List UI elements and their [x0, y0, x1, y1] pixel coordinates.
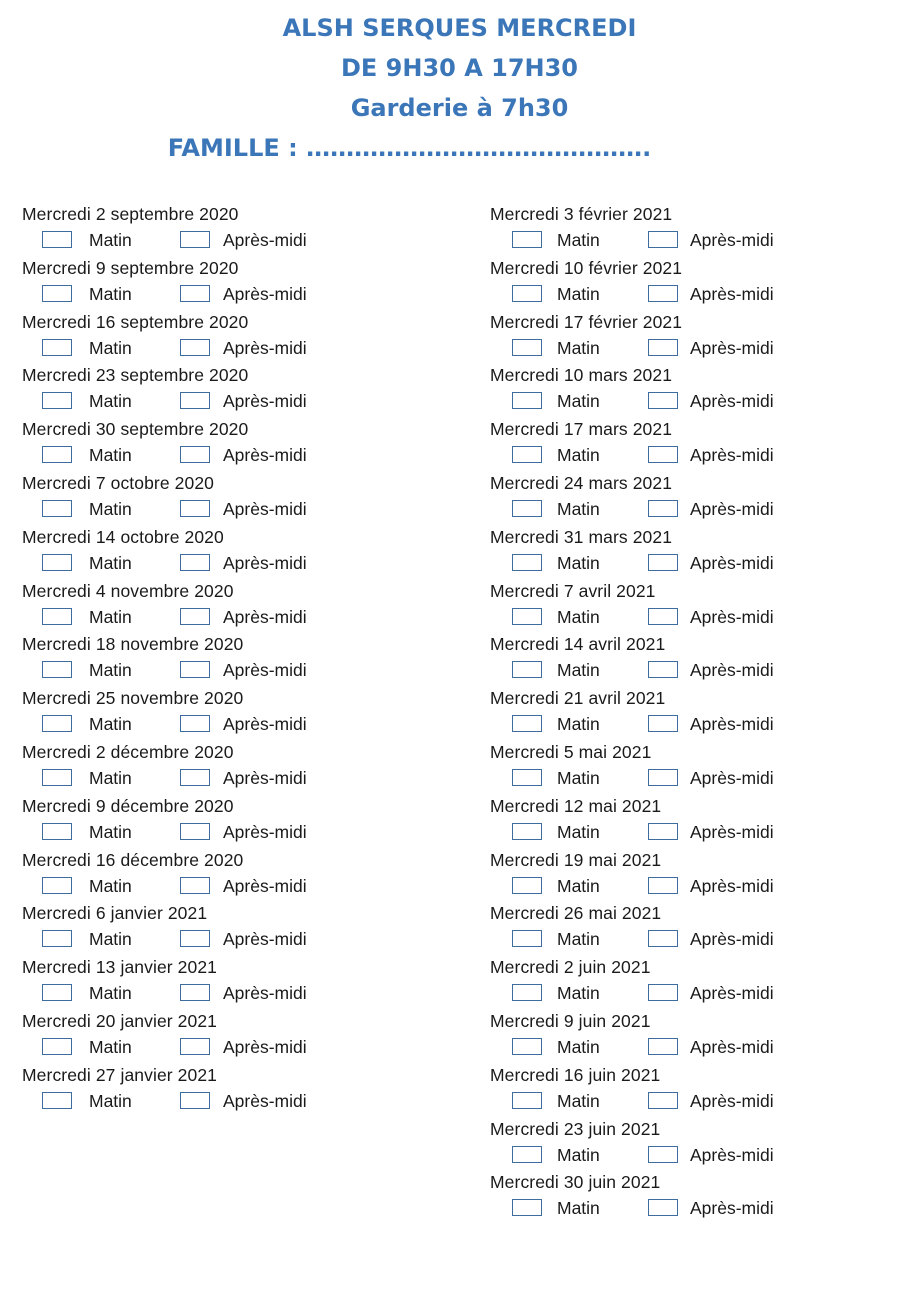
apres-midi-checkbox[interactable] — [180, 661, 210, 678]
apres-midi-checkbox[interactable] — [180, 823, 210, 840]
matin-label: Matin — [89, 767, 132, 788]
date-label: Mercredi 17 février 2021 — [490, 311, 683, 332]
date-entry — [490, 256, 910, 310]
matin-label: Matin — [557, 283, 600, 304]
apres-midi-checkbox[interactable] — [180, 877, 210, 894]
session-options — [490, 227, 910, 255]
matin-label: Matin — [89, 337, 132, 358]
session-options — [490, 1195, 910, 1223]
date-entry — [490, 525, 910, 579]
matin-checkbox[interactable] — [42, 823, 72, 840]
date-entry — [22, 471, 442, 525]
apres-midi-checkbox[interactable] — [180, 1092, 210, 1109]
apres-midi-checkbox[interactable] — [648, 769, 678, 786]
matin-checkbox[interactable] — [512, 1092, 542, 1109]
matin-label: Matin — [89, 875, 132, 896]
date-label: Mercredi 25 novembre 2020 — [22, 688, 244, 709]
date-entry — [22, 525, 442, 579]
matin-label: Matin — [557, 391, 600, 412]
date-label: Mercredi 24 mars 2021 — [490, 472, 673, 493]
apres-midi-checkbox[interactable] — [648, 554, 678, 571]
session-options — [22, 496, 442, 524]
apres-midi-label: Après-midi — [223, 498, 307, 519]
apres-midi-label: Après-midi — [690, 1198, 774, 1219]
apres-midi-label: Après-midi — [223, 606, 307, 627]
matin-label: Matin — [557, 445, 600, 466]
session-options — [22, 335, 442, 363]
session-options — [490, 442, 910, 470]
matin-checkbox[interactable] — [512, 715, 542, 732]
apres-midi-checkbox[interactable] — [648, 392, 678, 409]
matin-checkbox[interactable] — [512, 392, 542, 409]
matin-label: Matin — [557, 552, 600, 573]
session-options — [490, 926, 910, 954]
session-options — [22, 873, 442, 901]
matin-label: Matin — [557, 498, 600, 519]
matin-label: Matin — [557, 1144, 600, 1165]
session-options — [22, 711, 442, 739]
apres-midi-checkbox[interactable] — [180, 500, 210, 517]
date-label: Mercredi 12 mai 2021 — [490, 795, 662, 816]
session-options — [490, 819, 910, 847]
apres-midi-label: Après-midi — [690, 1144, 774, 1165]
date-entry — [490, 848, 910, 902]
matin-label: Matin — [89, 391, 132, 412]
session-options — [490, 873, 910, 901]
matin-label: Matin — [89, 498, 132, 519]
apres-midi-checkbox[interactable] — [648, 1146, 678, 1163]
apres-midi-label: Après-midi — [223, 337, 307, 358]
apres-midi-checkbox[interactable] — [180, 930, 210, 947]
date-entry — [22, 632, 442, 686]
apres-midi-checkbox[interactable] — [648, 1038, 678, 1055]
date-entry — [22, 579, 442, 633]
apres-midi-label: Après-midi — [690, 1036, 774, 1057]
matin-checkbox[interactable] — [512, 877, 542, 894]
date-entry — [22, 740, 442, 794]
matin-label: Matin — [89, 660, 132, 681]
date-label: Mercredi 9 décembre 2020 — [22, 795, 234, 816]
apres-midi-checkbox[interactable] — [180, 608, 210, 625]
date-label: Mercredi 13 janvier 2021 — [22, 957, 218, 978]
right-date-column — [490, 202, 910, 1224]
apres-midi-checkbox[interactable] — [648, 661, 678, 678]
session-options — [22, 980, 442, 1008]
date-label: Mercredi 9 juin 2021 — [490, 1010, 651, 1031]
apres-midi-checkbox[interactable] — [180, 446, 210, 463]
matin-label: Matin — [89, 230, 132, 250]
matin-checkbox[interactable] — [512, 984, 542, 1001]
matin-checkbox[interactable] — [512, 769, 542, 786]
matin-checkbox[interactable] — [42, 984, 72, 1001]
matin-label: Matin — [89, 714, 132, 735]
session-options — [22, 1034, 442, 1062]
date-entry — [22, 310, 442, 364]
apres-midi-label: Après-midi — [223, 283, 307, 304]
matin-checkbox[interactable] — [512, 285, 542, 302]
matin-checkbox[interactable] — [512, 823, 542, 840]
date-label: Mercredi 7 avril 2021 — [490, 580, 656, 601]
matin-checkbox[interactable] — [42, 1038, 72, 1055]
matin-checkbox[interactable] — [42, 877, 72, 894]
apres-midi-label: Après-midi — [223, 767, 307, 788]
session-options — [490, 604, 910, 632]
date-entry — [22, 848, 442, 902]
date-label: Mercredi 14 avril 2021 — [490, 634, 666, 655]
apres-midi-label: Après-midi — [690, 929, 774, 950]
matin-checkbox[interactable] — [512, 446, 542, 463]
apres-midi-checkbox[interactable] — [648, 930, 678, 947]
apres-midi-label: Après-midi — [690, 821, 774, 842]
matin-label: Matin — [557, 983, 600, 1004]
date-label: Mercredi 31 mars 2021 — [490, 526, 673, 547]
date-entry — [22, 1009, 442, 1063]
session-options — [22, 926, 442, 954]
date-entry — [22, 417, 442, 471]
date-label: Mercredi 21 avril 2021 — [490, 688, 666, 709]
date-label: Mercredi 17 mars 2021 — [490, 419, 673, 440]
apres-midi-label: Après-midi — [690, 606, 774, 627]
matin-checkbox[interactable] — [42, 715, 72, 732]
date-label: Mercredi 3 février 2021 — [490, 204, 673, 224]
session-options — [22, 442, 442, 470]
apres-midi-label: Après-midi — [690, 767, 774, 788]
date-label: Mercredi 16 juin 2021 — [490, 1064, 661, 1085]
date-label: Mercredi 26 mai 2021 — [490, 903, 662, 924]
apres-midi-label: Après-midi — [690, 337, 774, 358]
apres-midi-label: Après-midi — [690, 445, 774, 466]
date-label: Mercredi 4 novembre 2020 — [22, 580, 234, 601]
session-options — [490, 1034, 910, 1062]
apres-midi-label: Après-midi — [690, 875, 774, 896]
matin-checkbox[interactable] — [42, 285, 72, 302]
date-label: Mercredi 27 janvier 2021 — [22, 1064, 218, 1085]
matin-checkbox[interactable] — [512, 554, 542, 571]
session-options — [490, 496, 910, 524]
date-entry — [490, 740, 910, 794]
matin-label: Matin — [557, 230, 600, 250]
matin-label: Matin — [89, 552, 132, 573]
matin-checkbox[interactable] — [42, 339, 72, 356]
date-label: Mercredi 14 octobre 2020 — [22, 526, 224, 547]
date-entry — [490, 794, 910, 848]
date-entry — [490, 202, 910, 256]
date-label: Mercredi 16 septembre 2020 — [22, 311, 249, 332]
session-options — [22, 227, 442, 255]
matin-label: Matin — [89, 983, 132, 1004]
matin-label: Matin — [89, 821, 132, 842]
matin-label: Matin — [557, 875, 600, 896]
matin-label: Matin — [89, 283, 132, 304]
apres-midi-checkbox[interactable] — [180, 769, 210, 786]
matin-label: Matin — [557, 929, 600, 950]
apres-midi-label: Après-midi — [223, 445, 307, 466]
date-label: Mercredi 30 septembre 2020 — [22, 419, 249, 440]
opening-hours: DE 9H30 A 17H30 — [340, 54, 579, 82]
date-label: Mercredi 30 juin 2021 — [490, 1172, 661, 1193]
date-label: Mercredi 2 décembre 2020 — [22, 741, 234, 762]
matin-label: Matin — [557, 1198, 600, 1219]
date-entry — [490, 471, 910, 525]
apres-midi-label: Après-midi — [223, 875, 307, 896]
matin-label: Matin — [89, 606, 132, 627]
date-entry — [22, 955, 442, 1009]
session-options — [22, 604, 442, 632]
session-options — [22, 657, 442, 685]
matin-checkbox[interactable] — [42, 500, 72, 517]
apres-midi-label: Après-midi — [690, 714, 774, 735]
matin-label: Matin — [89, 929, 132, 950]
matin-checkbox[interactable] — [512, 500, 542, 517]
apres-midi-checkbox[interactable] — [180, 554, 210, 571]
matin-label: Matin — [557, 660, 600, 681]
date-label: Mercredi 23 juin 2021 — [490, 1118, 661, 1139]
matin-label: Matin — [557, 767, 600, 788]
date-entry — [490, 579, 910, 633]
matin-checkbox[interactable] — [42, 554, 72, 571]
apres-midi-label: Après-midi — [223, 391, 307, 412]
session-options — [490, 1088, 910, 1116]
apres-midi-checkbox[interactable] — [180, 1038, 210, 1055]
date-label: Mercredi 7 octobre 2020 — [22, 472, 214, 493]
apres-midi-label: Après-midi — [223, 660, 307, 681]
apres-midi-label: Après-midi — [690, 552, 774, 573]
session-options — [22, 281, 442, 309]
matin-checkbox[interactable] — [42, 231, 72, 248]
date-entry — [22, 686, 442, 740]
form-header — [0, 8, 919, 168]
matin-label: Matin — [89, 1090, 132, 1111]
apres-midi-checkbox[interactable] — [180, 339, 210, 356]
session-options — [490, 765, 910, 793]
session-options — [22, 765, 442, 793]
apres-midi-checkbox[interactable] — [648, 1199, 678, 1216]
apres-midi-checkbox[interactable] — [180, 231, 210, 248]
apres-midi-label: Après-midi — [223, 1090, 307, 1111]
matin-checkbox[interactable] — [512, 608, 542, 625]
session-options — [22, 388, 442, 416]
date-entry — [490, 1170, 910, 1224]
date-entry — [490, 417, 910, 471]
date-entry — [490, 955, 910, 1009]
form-title: ALSH SERQUES MERCREDI — [282, 14, 637, 42]
apres-midi-checkbox[interactable] — [648, 823, 678, 840]
session-options — [22, 1088, 442, 1116]
matin-label: Matin — [557, 1036, 600, 1057]
session-options — [22, 550, 442, 578]
matin-checkbox[interactable] — [42, 661, 72, 678]
date-entry — [22, 202, 442, 256]
session-options — [490, 711, 910, 739]
apres-midi-label: Après-midi — [223, 552, 307, 573]
date-label: Mercredi 6 janvier 2021 — [22, 903, 208, 924]
matin-label: Matin — [557, 714, 600, 735]
date-entry — [22, 363, 442, 417]
apres-midi-label: Après-midi — [223, 983, 307, 1004]
apres-midi-label: Après-midi — [223, 821, 307, 842]
matin-checkbox[interactable] — [512, 339, 542, 356]
matin-checkbox[interactable] — [42, 392, 72, 409]
date-entry — [490, 363, 910, 417]
session-options — [490, 1142, 910, 1170]
matin-checkbox[interactable] — [42, 608, 72, 625]
matin-label: Matin — [557, 1090, 600, 1111]
apres-midi-checkbox[interactable] — [180, 715, 210, 732]
matin-checkbox[interactable] — [42, 1092, 72, 1109]
date-label: Mercredi 5 mai 2021 — [490, 741, 652, 762]
apres-midi-checkbox[interactable] — [648, 285, 678, 302]
matin-checkbox[interactable] — [512, 661, 542, 678]
date-label: Mercredi 10 mars 2021 — [490, 365, 673, 386]
apres-midi-label: Après-midi — [690, 983, 774, 1004]
apres-midi-checkbox[interactable] — [648, 446, 678, 463]
apres-midi-label: Après-midi — [690, 230, 774, 250]
apres-midi-checkbox[interactable] — [648, 877, 678, 894]
date-entry — [490, 310, 910, 364]
apres-midi-label: Après-midi — [690, 660, 774, 681]
date-label: Mercredi 20 janvier 2021 — [22, 1010, 218, 1031]
matin-checkbox[interactable] — [512, 1146, 542, 1163]
session-options — [22, 819, 442, 847]
apres-midi-checkbox[interactable] — [648, 339, 678, 356]
matin-label: Matin — [557, 821, 600, 842]
apres-midi-checkbox[interactable] — [648, 608, 678, 625]
apres-midi-checkbox[interactable] — [648, 715, 678, 732]
apres-midi-label: Après-midi — [223, 929, 307, 950]
date-label: Mercredi 23 septembre 2020 — [22, 365, 249, 386]
apres-midi-label: Après-midi — [223, 1036, 307, 1057]
date-label: Mercredi 16 décembre 2020 — [22, 849, 244, 870]
session-options — [490, 550, 910, 578]
apres-midi-label: Après-midi — [690, 498, 774, 519]
garderie-time: Garderie à 7h30 — [350, 94, 569, 122]
date-entry — [22, 1063, 442, 1117]
apres-midi-label: Après-midi — [690, 283, 774, 304]
date-label: Mercredi 2 septembre 2020 — [22, 204, 239, 224]
date-label: Mercredi 2 juin 2021 — [490, 957, 651, 978]
matin-label: Matin — [89, 445, 132, 466]
session-options — [490, 335, 910, 363]
date-label: Mercredi 19 mai 2021 — [490, 849, 662, 870]
apres-midi-label: Après-midi — [690, 1090, 774, 1111]
matin-checkbox[interactable] — [42, 769, 72, 786]
matin-label: Matin — [557, 606, 600, 627]
matin-checkbox[interactable] — [512, 1038, 542, 1055]
session-options — [490, 657, 910, 685]
matin-label: Matin — [89, 1036, 132, 1057]
date-entry — [490, 1117, 910, 1171]
session-options — [490, 388, 910, 416]
apres-midi-checkbox[interactable] — [648, 500, 678, 517]
apres-midi-checkbox[interactable] — [648, 984, 678, 1001]
apres-midi-label: Après-midi — [223, 230, 307, 250]
date-label: Mercredi 10 février 2021 — [490, 257, 683, 278]
session-options — [490, 980, 910, 1008]
date-entry — [22, 794, 442, 848]
date-entry — [490, 1009, 910, 1063]
apres-midi-checkbox[interactable] — [180, 285, 210, 302]
matin-checkbox[interactable] — [512, 930, 542, 947]
date-entry — [490, 901, 910, 955]
apres-midi-checkbox[interactable] — [648, 1092, 678, 1109]
date-entry — [490, 632, 910, 686]
date-entry — [22, 901, 442, 955]
apres-midi-checkbox[interactable] — [648, 231, 678, 248]
matin-label: Matin — [557, 337, 600, 358]
matin-checkbox[interactable] — [42, 446, 72, 463]
left-date-column — [22, 202, 442, 1117]
date-entry — [490, 686, 910, 740]
date-entry — [490, 1063, 910, 1117]
matin-checkbox[interactable] — [42, 930, 72, 947]
famille-field[interactable]: FAMILLE : ……………………………………. — [167, 134, 652, 162]
apres-midi-checkbox[interactable] — [180, 984, 210, 1001]
matin-checkbox[interactable] — [512, 1199, 542, 1216]
date-entry — [22, 256, 442, 310]
date-label: Mercredi 9 septembre 2020 — [22, 257, 239, 278]
apres-midi-label: Après-midi — [223, 714, 307, 735]
matin-checkbox[interactable] — [512, 231, 542, 248]
apres-midi-checkbox[interactable] — [180, 392, 210, 409]
apres-midi-label: Après-midi — [690, 391, 774, 412]
date-label: Mercredi 18 novembre 2020 — [22, 634, 244, 655]
session-options — [490, 281, 910, 309]
